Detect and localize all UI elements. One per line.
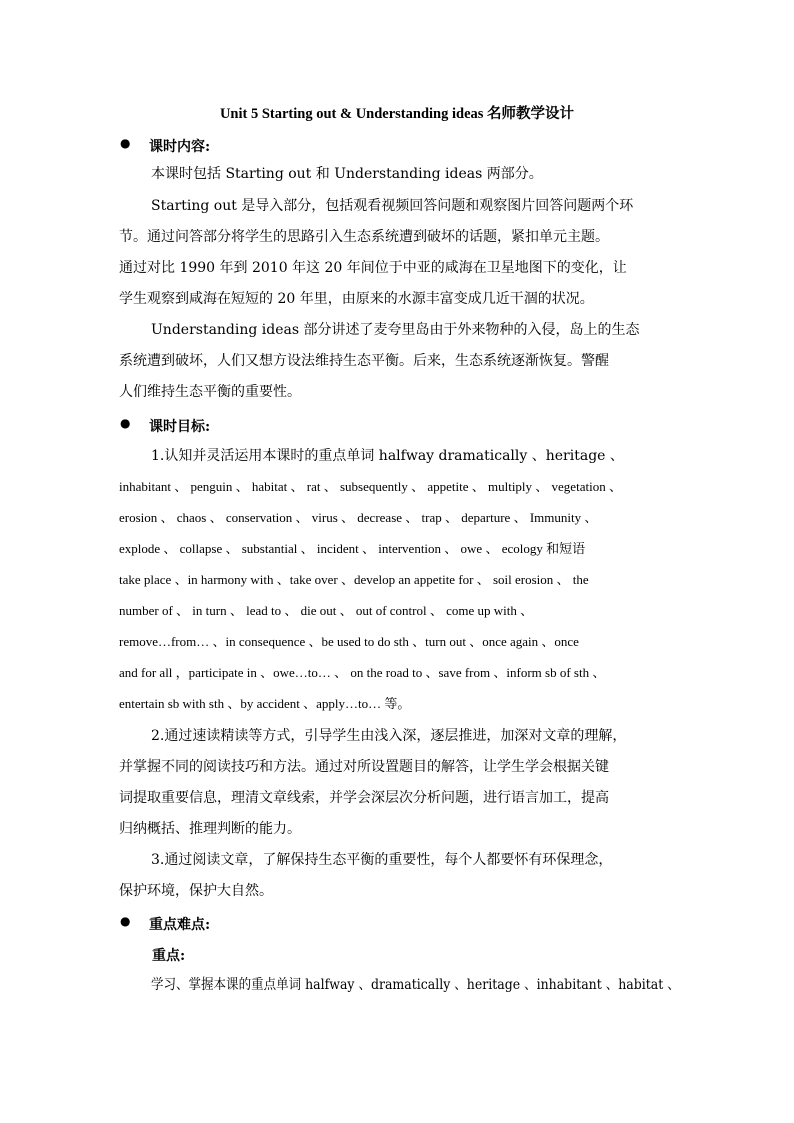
section-heading-label: 课时目标: [149, 419, 211, 435]
paragraph-line: 保护环境，保护大自然。 [119, 883, 273, 899]
vocab-line: erosion 、 chaos 、 conservation 、 virus 、 decrease 、 trap 、 departure 、 Immunity 、 [119, 510, 598, 525]
section-heading-label: 课时内容: [149, 139, 211, 155]
bullet-icon: ● [120, 136, 131, 150]
vocab-line: remove…from… 、in consequence 、be used to do sth 、turn out 、once again 、once [119, 634, 579, 649]
vocab-line: entertain sb with sth 、by accident 、apply…to… 等。 [119, 696, 411, 711]
page-title: Unit 5 Starting out & Understanding ideas 名师教学设计 [219, 106, 575, 122]
paragraph-line: 词提取重要信息，理清文章线索，并学会深层次分析问题，进行语言加工，提高 [119, 790, 609, 806]
vocab-line: inhabitant 、 penguin 、 habitat 、 rat 、 subsequently 、 appetite 、 multiply 、 vegetation 、 [119, 479, 622, 494]
paragraph-line: 学习、掌握本课的重点单词 halfway 、dramatically 、heritage 、inhabitant 、habitat 、 [151, 977, 680, 993]
paragraph-line: 通过对比 1990 年到 2010 年这 20 年间位于中亚的咸海在卫星地图下的变化，让 [119, 260, 627, 276]
vocab-line: and for all ，participate in 、owe…to… 、 on the road to 、save from 、inform sb of sth 、 [119, 665, 606, 680]
paragraph-line: 并掌握不同的阅读技巧和方法。通过对所设置题目的解答，让学生学会根据关键 [119, 759, 609, 775]
paragraph-line: 本课时包括 Starting out 和 Understanding ideas 两部分。 [151, 166, 543, 182]
paragraph-line: 人们维持生态平衡的重要性。 [119, 384, 301, 400]
paragraph-line: 学生观察到咸海在短短的 20 年里，由原来的水源丰富变成几近干涸的状况。 [119, 291, 594, 307]
paragraph-line: Starting out 是导入部分，包括观看视频回答问题和观察图片回答问题两个环 [151, 198, 634, 214]
paragraph-line: Understanding ideas 部分讲述了麦夸里岛由于外来物种的入侵，岛上的生态 [151, 322, 640, 338]
section-heading-label: 重点难点: [149, 917, 211, 933]
paragraph-line: 系统遭到破坏，人们又想方设法维持生态平衡。后来，生态系统逐渐恢复。警醒 [119, 353, 609, 369]
vocab-line: explode 、 collapse 、 substantial 、 incident 、 intervention 、 owe 、 ecology 和短语 [119, 541, 586, 556]
bullet-icon: ● [120, 416, 131, 430]
vocab-line: number of 、 in turn 、 lead to 、 die out 、 out of control 、 come up with 、 [119, 603, 534, 618]
paragraph-line: 2.通过速读精读等方式，引导学生由浅入深，逐层推进，加深对文章的理解， [151, 728, 627, 744]
paragraph-line: 节。通过问答部分将学生的思路引入生态系统遭到破坏的话题，紧扣单元主题。 [119, 229, 609, 245]
subheading-key: 重点: [152, 948, 186, 964]
paragraph-line: 归纳概括、推理判断的能力。 [119, 821, 301, 837]
paragraph-line: 1.认知并灵活运用本课时的重点单词 halfway dramatically 、heritage 、 [151, 448, 624, 464]
paragraph-line: 3.通过阅读文章，了解保持生态平衡的重要性，每个人都要怀有环保理念， [151, 852, 613, 868]
bullet-icon: ● [120, 914, 131, 928]
vocab-line: take place 、in harmony with 、take over 、develop an appetite for 、 soil erosion 、 the [119, 572, 589, 587]
